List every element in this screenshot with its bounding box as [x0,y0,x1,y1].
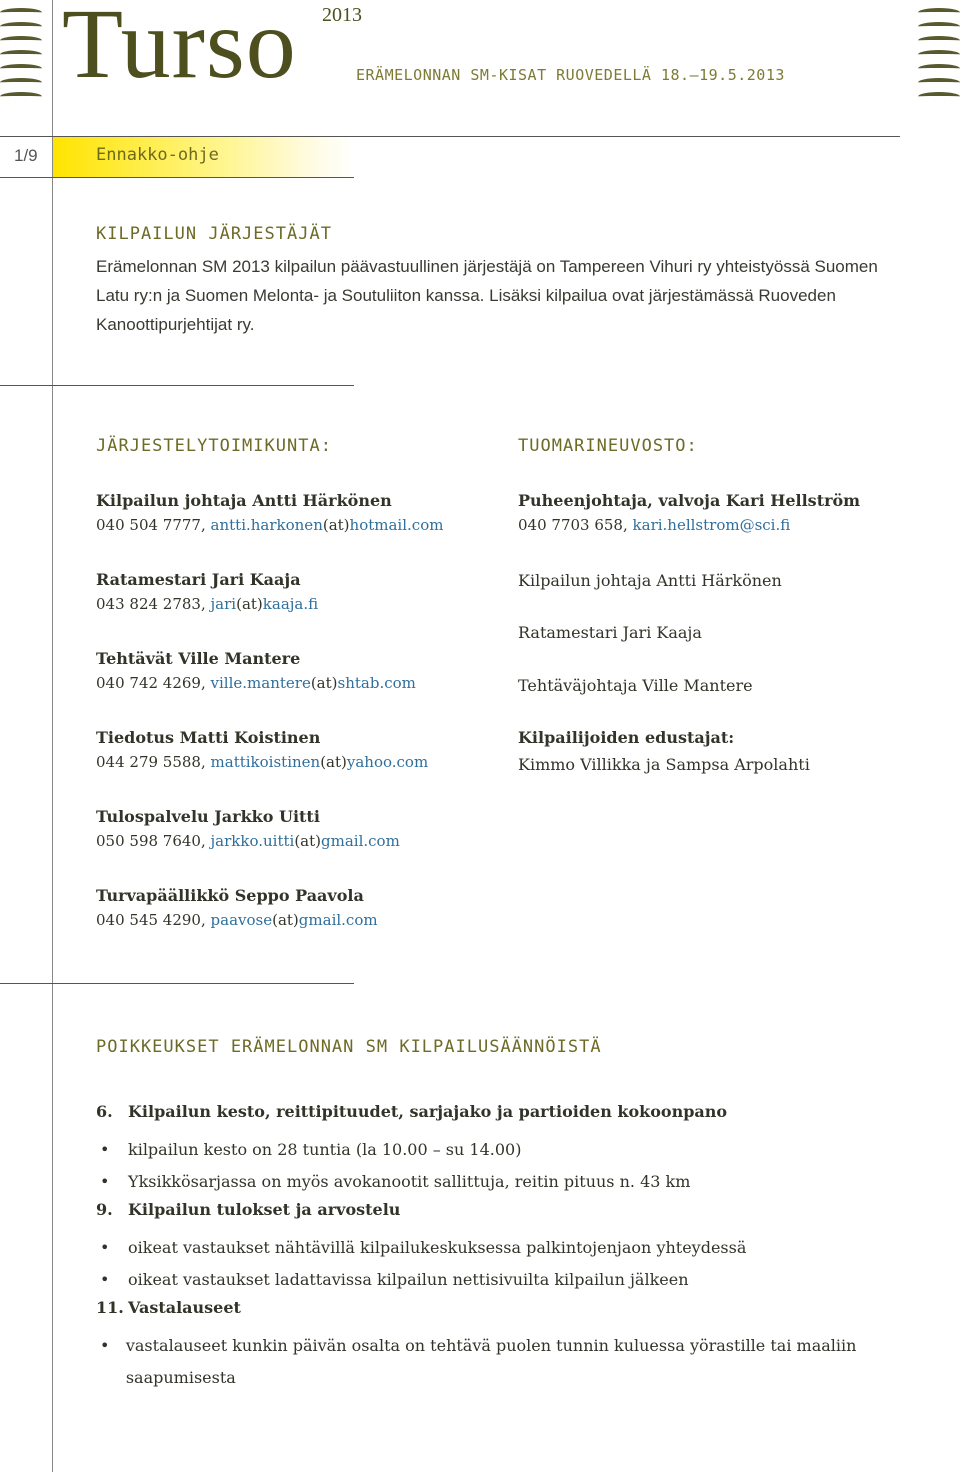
committee-member [96,886,378,929]
member-name: Turvapäällikkö Seppo Paavola [96,886,364,905]
organizer-text: Erämelonnan SM 2013 kilpailun päävastuullinen järjestäjä on Tampereen Vihuri ry yhteistyössä Suomen Latu ry:n ja Suomen Melonta- ja Soutuliiton kanssa. Lisäksi kilpailua ovat järjestämässä Ruoveden Kanoottipurjehtijat ry. [96,257,878,334]
exceptions-list [96,1102,906,1394]
jury-chair [518,491,860,534]
committee-member [96,728,428,771]
member-name: Kilpailun johtaja Antti Härkönen [96,491,392,510]
jury-chair-contact: 040 7703 658, kari.hellstrom@sci.fi [518,516,791,534]
title-divider [0,177,354,178]
rule-section: 11. Vastalauseet [96,1298,241,1317]
jury-reps-label: Kilpailijoiden edustajat: [518,728,735,747]
committee-member [96,649,416,692]
member-name: Ratamestari Jari Kaaja [96,570,301,589]
member-contact: 050 598 7640, jarkko.uitti(at)gmail.com [96,832,400,850]
margin-rule [52,0,53,1472]
email-link[interactable]: paavose(at)gmail.com [210,911,378,929]
committee-member [96,570,318,613]
member-name: Tulospalvelu Jarkko Uitti [96,807,320,826]
committee-member [96,807,400,850]
page-number: 1/9 [14,146,38,165]
jury-reps: Kimmo Villikka ja Sampsa Arpolahti [518,755,810,774]
jury-member: Tehtäväjohtaja Ville Mantere [518,676,753,695]
jury-member: Ratamestari Jari Kaaja [518,623,702,642]
section-divider [0,983,354,984]
logo-year: 2013 [322,4,362,26]
email-link[interactable]: jari(at)kaaja.fi [210,595,319,613]
exceptions-heading: POIKKEUKSET ERÄMELONNAN SM KILPAILUSÄÄNNÖISTÄ [96,1037,602,1057]
member-contact: 040 545 4290, paavose(at)gmail.com [96,911,378,929]
wave-decoration-left [0,8,42,84]
section-divider [0,385,354,386]
member-contact: 040 504 7777, antti.harkonen(at)hotmail.com [96,516,444,534]
member-name: Tiedotus Matti Koistinen [96,728,321,747]
member-name: Tehtävät Ville Mantere [96,649,301,668]
wave-decoration-right [918,8,960,84]
organizer-heading: KILPAILUN JÄRJESTÄJÄT [96,224,332,244]
email-link[interactable]: ville.mantere(at)shtab.com [210,674,416,692]
jury-heading: TUOMARINEUVOSTO: [518,436,698,456]
jury-member: Kilpailun johtaja Antti Härkönen [518,571,782,590]
email-link[interactable]: mattikoistinen(at)yahoo.com [210,753,429,771]
document-title: Ennakko-ohje [96,145,219,165]
event-subtitle: ERÄMELONNAN SM-KISAT RUOVEDELLÄ 18.–19.5.2013 [356,66,785,84]
logo: Turso [62,0,297,99]
email-link[interactable]: kari.hellstrom@sci.fi [632,516,791,534]
jury-chair-name: Puheenjohtaja, valvoja Kari Hellström [518,491,861,510]
email-link[interactable]: antti.harkonen(at)hotmail.com [210,516,444,534]
list-item: • oikeat vastaukset ladattavissa kilpailun nettisivuilta kilpailun jälkeen [100,1270,689,1289]
committee-heading: JÄRJESTELYTOIMIKUNTA: [96,436,332,456]
rule-section: 9. Kilpailun tulokset ja arvostelu [96,1200,401,1219]
member-contact: 043 824 2783, jari(at)kaaja.fi [96,595,319,613]
list-item: • Yksikkösarjassa on myös avokanootit sallittuja, reitin pituus n. 43 km [100,1172,691,1191]
member-contact: 040 742 4269, ville.mantere(at)shtab.com [96,674,416,692]
email-link[interactable]: jarkko.uitti(at)gmail.com [210,832,400,850]
list-item: • vastalauseet kunkin päivän osalta on tehtävä puolen tunnin kuluessa yörastille tai maaliin saapumisesta [100,1336,857,1387]
committee-member [96,491,443,534]
list-item: • kilpailun kesto on 28 tuntia (la 10.00 – su 14.00) [100,1140,522,1159]
list-item: • oikeat vastaukset nähtävillä kilpailukeskuksessa palkintojenjaon yhteydessä [100,1238,747,1257]
rule-section: 6. Kilpailun kesto, reittipituudet, sarjajako ja partioiden kokoonpano [96,1102,728,1121]
member-contact: 044 279 5588, mattikoistinen(at)yahoo.com [96,753,429,771]
